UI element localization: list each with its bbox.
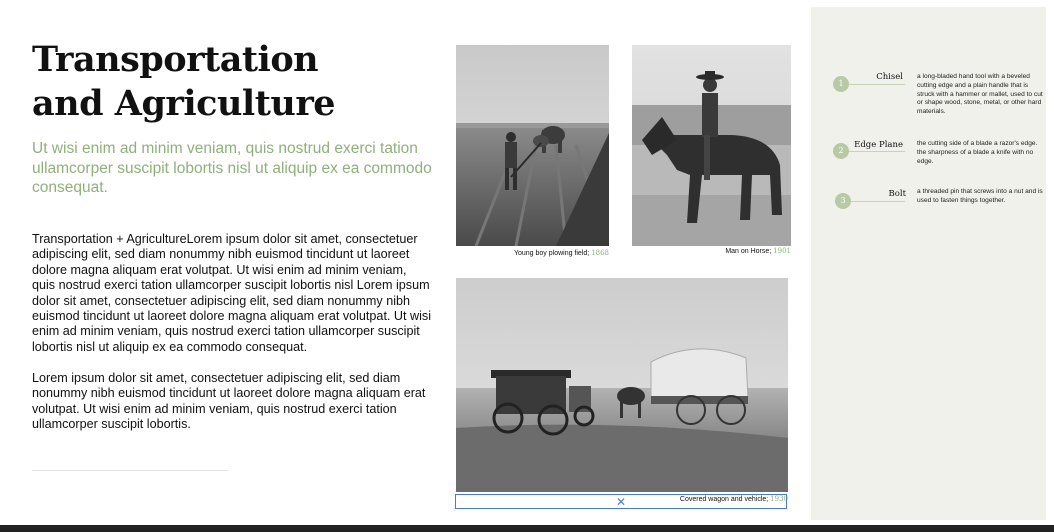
glossary-definition-bolt: a threaded pin that screws into a nut and is used to fasten things together. xyxy=(917,188,1043,204)
plowing-photo[interactable] xyxy=(456,45,609,246)
glossary-definition-chisel: a long-bladed hand tool with a beveled cutting edge and a plain handle that is struck with a hammer or mallet, used to cut or shape wood, stone, metal, or other hard materials. xyxy=(917,73,1043,116)
glossary-connector xyxy=(849,84,905,85)
glossary-connector xyxy=(849,151,905,152)
title-line-1: Transportation xyxy=(32,39,319,80)
glossary-definition-edge-plane: the cutting side of a blade a razor's edge. the sharpness of a blade a knife with no edge. xyxy=(917,140,1038,165)
glossary-sidebar xyxy=(811,7,1046,520)
glossary-number-1: 1 xyxy=(833,76,849,92)
glossary-number-3: 3 xyxy=(835,193,851,209)
close-icon[interactable]: ✕ xyxy=(616,495,627,509)
title-line-2: and Agriculture xyxy=(32,83,336,124)
wagon-car-photo[interactable] xyxy=(456,278,788,492)
horse-rider-photo[interactable] xyxy=(632,45,791,246)
glossary-number-2: 2 xyxy=(833,143,849,159)
wagon-car-caption: Covered wagon and vehicle; 1930 xyxy=(679,495,788,503)
glossary-term-chisel: Chisel xyxy=(876,72,903,82)
article-title xyxy=(32,38,432,126)
divider xyxy=(32,470,228,471)
body-paragraph-1: Transportation + AgricultureLorem ipsum dolor sit amet, consectetuer adipiscing elit, sed diam nonummy nibh euismod tincidunt ut laoreet dolore magna aliquam erat volutpat. Ut wisi enim ad minim veniam, quis nostrud exerci tation ullamcorper suscipit lobortis nisl Lorem ipsum dolor sit amet, consectetuer adipiscing elit, sed diam nonummy nibh euismod tincidunt ut laoreet dolore magna aliquam erat volutpat. Ut wisi enim ad minim veniam, quis nostrud exerci tation ullamcorper suscipit lobortis nisl ut aliquip ex ea commodo consequat. xyxy=(32,232,432,354)
glossary-term-bolt: Bolt xyxy=(888,189,906,199)
bottom-bar xyxy=(0,525,1054,532)
glossary-connector xyxy=(851,201,905,202)
horse-rider-caption: Man on Horse; 1901 xyxy=(725,247,791,255)
glossary-term-edge-plane: Edge Plane xyxy=(854,140,903,150)
body-paragraph-2: Lorem ipsum dolor sit amet, consectetuer adipiscing elit, sed diam nonummy nibh euismod tincidunt ut laoreet dolore magna aliquam erat volutpat. Ut wisi enim ad minim veniam, quis nostrud exerci tation ullamcorper suscipit lobortis. xyxy=(32,371,426,432)
plowing-caption: Young boy plowing field; 1868 xyxy=(513,249,609,257)
article-subtitle: Ut wisi enim ad minim veniam, quis nostrud exerci tation ullamcorper suscipit lobortis nisl ut aliquip ex ea commodo consequat. xyxy=(32,140,432,196)
